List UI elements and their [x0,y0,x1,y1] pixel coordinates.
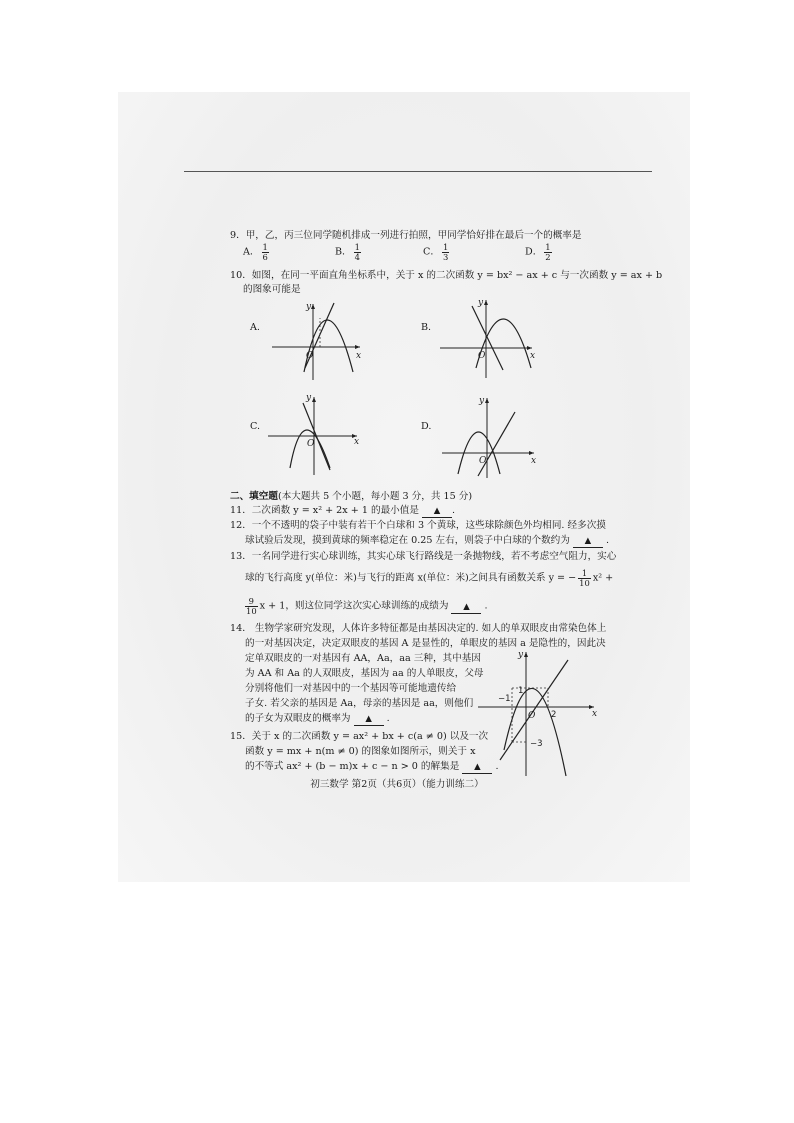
section2-note: (本大题共 5 个小题，每小题 3 分，共 15 分) [277,491,473,502]
q9-option-c-den: 3 [442,251,449,262]
q11-blank: ▲ [422,506,452,518]
q13-blank: ▲ [451,602,481,614]
graph-d-x-label: x [531,456,537,466]
graph-c-origin: O [307,439,315,449]
q13-line2a: 球的飞行高度 y(单位：米)与飞行的距离 x(单位：米)之间具有函数关系 y = − [245,572,577,584]
graph-c-y-label: y [306,393,312,403]
q13-frac-a-num: 1 [581,568,588,578]
q9-option-b-num: 1 [354,242,360,252]
q9-option-c-num: 1 [442,242,449,252]
q12-end: . [606,535,610,546]
q13-line2b: x² + [592,572,614,584]
q14-line7-text: 的子女为双眼皮的概率为 [245,713,351,724]
graph-d-y-label: y [479,396,485,406]
q15-y-label: y [518,650,524,660]
q12-line1: 12．一个不透明的袋子中装有若干个白球和 3 个黄球，这些球除颜色外均相同. 经多次摸 [230,520,606,531]
q9-option-c-label: C． [423,246,440,258]
q15-blank: ▲ [462,762,492,774]
q9-stem: 9．甲，乙，丙三位同学随机排成一列进行拍照，甲同学恰好排在最后一个的概率是 [230,230,582,241]
section2-title: 二、填空题 [230,491,278,502]
q10-stem-line2: 的图象可能是 [243,284,301,295]
graph-d-origin: O [479,456,487,466]
q9-option-a-label: A． [243,246,260,258]
q9-option-d-label: D． [525,246,543,258]
q13-line3-text: x + 1，则这位同学这次实心球训练的成绩为 [259,600,449,612]
q14-line1: 14． 生物学家研究发现，人体许多特征都是由基因决定的. 如人的单双眼皮由常染色体上 [230,623,607,634]
graph-c-x-label: x [354,437,360,447]
q14-line3: 定单双眼皮的一对基因有 AA，Aa，aa 三种，其中基因 [245,653,481,664]
q13-frac-a-den: 10 [579,577,590,588]
q15-line1: 15．关于 x 的二次函数 y = ax² + bx + c(a ≠ 0) 以及一次 [230,731,489,742]
q10-stem: 10．如图，在同一平面直角坐标系中，关于 x 的二次函数 y = bx² − ax + c 与一次函数 y = ax + b [230,270,663,281]
q13-end: . [484,600,488,612]
q10-graph-b-label: B. [421,322,432,333]
q14-line6: 子女. 若父亲的基因是 Aa，母亲的基因是 aa，则他们 [245,698,474,709]
graph-b-y-label: y [478,298,484,308]
q9-option-a-num: 1 [262,242,268,252]
graph-a-x-label: x [356,351,362,361]
q9-option-b-label: B． [335,246,352,258]
graph-a-y-label: y [306,302,312,312]
q12-blank: ▲ [573,536,603,548]
q12-line2-text: 球试验后发现，摸到黄球的频率稳定在 0.25 左右，则袋子中白球的个数约为 [245,535,570,546]
q9-option-d-den: 2 [545,251,551,262]
q14-line4: 为 AA 和 Aa 的人双眼皮，基因为 aa 的人单眼皮，父母 [245,668,484,679]
graph-a-origin: O [306,351,314,361]
q15-line3-text: 的不等式 ax² + (b − m)x + c − n > 0 的解集是 [245,761,460,772]
q11-text: 11．二次函数 y = x² + 2x + 1 的最小值是 [230,505,419,516]
q14-line2: 的一对基因决定，决定双眼皮的基因 A 是显性的，单眼皮的基因 a 是隐性的，因此决 [245,638,606,649]
q10-graph-a-label: A. [250,322,260,333]
graph-b-x-label: x [530,351,536,361]
q15-x-label: x [592,709,598,719]
q15-label-neg3: −3 [530,739,543,749]
q9-option-b-den: 4 [354,251,360,262]
q15-label-2: 2 [551,710,557,720]
graph-b-origin: O [478,351,486,361]
q14-end: . [386,713,390,724]
q14-line5: 分别将他们一对基因中的一个基因等可能地遗传给 [245,683,457,694]
q15-origin: O [528,711,536,721]
page-footer: 初三数学 第2页（共6页）（能力训练二） [310,779,484,790]
q14-blank: ▲ [354,714,384,726]
q10-graph-c-label: C. [250,421,261,432]
q15-label-neg1: −1 [498,694,511,704]
q11-end: . [452,505,456,516]
q15-line2: 函数 y = mx + n(m ≠ 0) 的图象如图所示，则关于 x [245,746,476,757]
q9-option-d-num: 1 [545,242,551,252]
q9-option-a-den: 6 [262,251,268,262]
q15-end: . [495,761,499,772]
q13-line1: 13．一名同学进行实心球训练，其实心球飞行路线是一条抛物线，若不考虑空气阻力，实心 [230,551,617,562]
q15-label-1: 1 [518,686,524,696]
q10-graph-d-label: D. [421,421,432,432]
q13-frac-b-den: 10 [246,605,257,616]
q13-frac-b-num: 9 [248,596,254,606]
